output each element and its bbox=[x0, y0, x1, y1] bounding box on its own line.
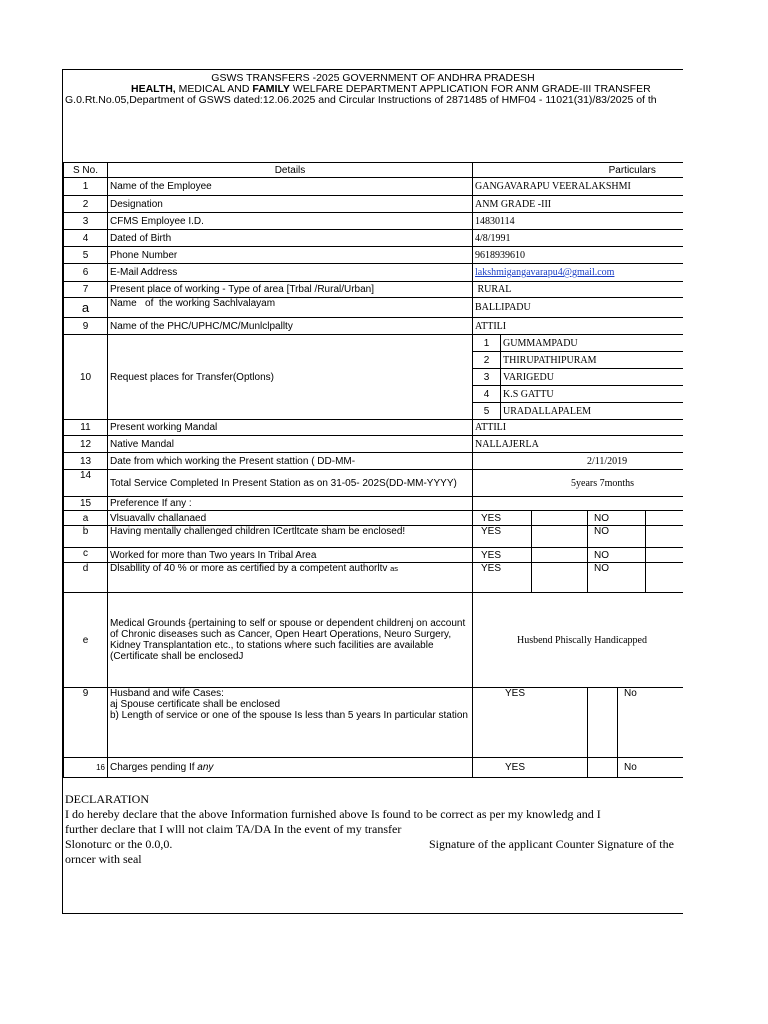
yes-box[interactable] bbox=[532, 511, 588, 526]
yes-box[interactable] bbox=[532, 563, 588, 593]
row-label: Name of the working Sachlvalayam bbox=[108, 298, 473, 318]
option-number: 1 bbox=[473, 335, 501, 352]
row-sno: d bbox=[64, 563, 108, 593]
no-option[interactable]: NO bbox=[588, 511, 646, 526]
yes-option[interactable]: YES bbox=[473, 563, 532, 593]
row-label: Preference If any : bbox=[108, 497, 473, 511]
row-sno: 9 bbox=[64, 688, 108, 758]
no-option[interactable]: No bbox=[618, 688, 684, 758]
row-label: Name of the Employee bbox=[108, 178, 473, 196]
row-label: Native Mandal bbox=[108, 436, 473, 453]
service-completed-value: 5years 7months bbox=[473, 470, 684, 497]
preference-row bbox=[64, 526, 684, 548]
no-box[interactable] bbox=[646, 511, 684, 526]
option-number: 4 bbox=[473, 386, 501, 403]
row-sno: a bbox=[64, 298, 108, 318]
table-row bbox=[64, 420, 684, 436]
table-row bbox=[64, 298, 684, 318]
table-row bbox=[64, 470, 684, 497]
row-label: Total Service Completed In Present Station as on 31-05- 202S(DD-MM-YYYY) bbox=[108, 470, 473, 497]
option-place: THIRUPATHIPURAM bbox=[501, 352, 684, 369]
col-details-header: Details bbox=[108, 163, 473, 178]
row-sno: e bbox=[64, 593, 108, 688]
row-label: Having mentally challenged children ICertltcate sham be enclosed! bbox=[108, 526, 473, 548]
charges-row bbox=[64, 758, 684, 778]
title-rest: WELFARE DEPARTMENT APPLICATION FOR ANM GRADE-III TRANSFER bbox=[289, 83, 651, 95]
no-option[interactable]: NO bbox=[588, 548, 646, 563]
ddo-signature-label: Slonoturc or the 0.0,0. bbox=[65, 837, 173, 851]
yes-option[interactable]: YES bbox=[473, 758, 588, 778]
cfms-id-value: 14830114 bbox=[473, 213, 684, 230]
spouse-line3: b) Length of service or one of the spouse Is less than 5 years In particular station bbox=[110, 710, 468, 721]
table-row bbox=[64, 247, 684, 264]
request-option-row bbox=[64, 335, 684, 352]
row-label: Worked for more than Two years In Tribal Area bbox=[108, 548, 473, 563]
title-medical: MEDICAL AND bbox=[175, 83, 253, 95]
charges-text-italic: any bbox=[197, 762, 214, 773]
option-number: 2 bbox=[473, 352, 501, 369]
spouse-case-row bbox=[64, 688, 684, 758]
row-sno: 12 bbox=[64, 436, 108, 453]
row-sno: 5 bbox=[64, 247, 108, 264]
sachivalayam-value: BALLIPADU bbox=[473, 298, 684, 318]
no-option[interactable]: No bbox=[618, 758, 684, 778]
option-number: 3 bbox=[473, 369, 501, 386]
preference-row bbox=[64, 511, 684, 526]
yes-option[interactable]: YES bbox=[473, 688, 588, 758]
row-label: Present working Mandal bbox=[108, 420, 473, 436]
spouse-case-label bbox=[108, 688, 473, 758]
form-reference-line: G.0.Rt.No.05,Department of GSWS dated:12.06.2025 and Circular Instructions of 2871485 of HMF04 - 11021(31)/83/2025 of th bbox=[65, 94, 657, 106]
empty-cell bbox=[473, 497, 684, 511]
row-sno: 7 bbox=[64, 282, 108, 298]
yes-box[interactable] bbox=[588, 688, 618, 758]
phone-value: 9618939610 bbox=[473, 247, 684, 264]
medical-grounds-row bbox=[64, 593, 684, 688]
title-health: HEALTH, bbox=[131, 83, 176, 95]
declaration-title: DECLARATION bbox=[65, 792, 149, 806]
preference-row bbox=[64, 548, 684, 563]
designation-value: ANM GRADE -III bbox=[473, 196, 684, 213]
table-row bbox=[64, 264, 684, 282]
option-place: URADALLAPALEM bbox=[501, 403, 684, 420]
row-sno: 15 bbox=[64, 497, 108, 511]
option-place: GUMMAMPADU bbox=[501, 335, 684, 352]
form-title-line1: GSWS TRANSFERS -2025 GOVERNMENT OF ANDHRA PRADESH bbox=[211, 72, 535, 84]
title-family: FAMILY bbox=[252, 83, 290, 95]
option-number: 5 bbox=[473, 403, 501, 420]
present-mandal-value: ATTILI bbox=[473, 420, 684, 436]
row-sno: 9 bbox=[64, 318, 108, 335]
yes-box[interactable] bbox=[532, 548, 588, 563]
native-mandal-value: NALLAJERLA bbox=[473, 436, 684, 453]
option-place: K.S GATTU bbox=[501, 386, 684, 403]
row-label: Name of the PHC/UPHC/MC/Munlclpallty bbox=[108, 318, 473, 335]
area-type-value: RURAL bbox=[473, 282, 684, 298]
row-sno: 14 bbox=[64, 470, 108, 497]
table-row bbox=[64, 230, 684, 247]
medical-grounds-value: Husbend Phiscally Handicapped bbox=[473, 593, 684, 688]
preference-row bbox=[64, 563, 684, 593]
table-row bbox=[64, 196, 684, 213]
charges-label bbox=[108, 758, 473, 778]
table-row bbox=[64, 213, 684, 230]
row-label: Present place of working - Type of area [Trbal /Rural/Urban] bbox=[108, 282, 473, 298]
row-sno: 3 bbox=[64, 213, 108, 230]
row-label: Vlsuavallv challanaed bbox=[108, 511, 473, 526]
table-row bbox=[64, 318, 684, 335]
no-box[interactable] bbox=[646, 548, 684, 563]
yes-option[interactable]: YES bbox=[473, 548, 532, 563]
officer-seal-label: orncer with seal bbox=[65, 852, 142, 866]
row-label: Designation bbox=[108, 196, 473, 213]
applicant-signature-label: Signature of the applicant Counter Signature of the bbox=[429, 837, 674, 851]
joining-date-value: 2/11/2019 bbox=[473, 453, 684, 470]
row-sno: 11 bbox=[64, 420, 108, 436]
table-row bbox=[64, 453, 684, 470]
row-label: CFMS Employee I.D. bbox=[108, 213, 473, 230]
row-sno: 10 bbox=[64, 335, 108, 420]
signature-line bbox=[65, 837, 683, 852]
row-sno: 13 bbox=[64, 453, 108, 470]
table-row bbox=[64, 497, 684, 511]
declaration-line1: I do hereby declare that the above Information furnished above Is found to be correct as per my knowledg and I bbox=[65, 807, 601, 821]
yes-option[interactable]: YES bbox=[473, 511, 532, 526]
details-table bbox=[63, 162, 683, 778]
row-sno: 16 bbox=[64, 758, 108, 778]
yes-box[interactable] bbox=[532, 526, 588, 548]
no-box[interactable] bbox=[646, 526, 684, 548]
employee-name-value: GANGAVARAPU VEERALAKSHMI bbox=[473, 178, 684, 196]
phc-value: ATTILI bbox=[473, 318, 684, 335]
spouse-line1: Husband and wife Cases: bbox=[110, 688, 224, 699]
table-row bbox=[64, 436, 684, 453]
row-label: E-Mail Address bbox=[108, 264, 473, 282]
col-sno-header: S No. bbox=[64, 163, 108, 178]
yes-option[interactable]: YES bbox=[473, 526, 532, 548]
application-form bbox=[62, 69, 683, 914]
dob-value: 4/8/1991 bbox=[473, 230, 684, 247]
row-sno: 2 bbox=[64, 196, 108, 213]
row-sno: b bbox=[64, 526, 108, 548]
no-option[interactable]: NO bbox=[588, 563, 646, 593]
row-sno: 1 bbox=[64, 178, 108, 196]
row-sno: c bbox=[64, 548, 108, 563]
declaration-line2: further declare that I wlll not claim TA/DA In the event of my transfer bbox=[65, 822, 402, 836]
charges-text: Charges pending If bbox=[110, 762, 198, 773]
table-row bbox=[64, 282, 684, 298]
yes-box[interactable] bbox=[588, 758, 618, 778]
declaration bbox=[65, 792, 683, 867]
col-particulars-header: Particulars bbox=[473, 163, 684, 178]
option-place: VARIGEDU bbox=[501, 369, 684, 386]
email-link[interactable]: lakshmigangavarapu4@gmail.com bbox=[473, 264, 684, 282]
no-box[interactable] bbox=[646, 563, 684, 593]
row-sno: a bbox=[64, 511, 108, 526]
request-places-label: Request places for Transfer(Optlons) bbox=[108, 335, 473, 420]
row-label: Date from which working the Present stattion ( DD-MM- bbox=[108, 453, 473, 470]
row-label: Phone Number bbox=[108, 247, 473, 264]
spouse-line2: aj Spouse certificate shall be enclosed bbox=[110, 699, 281, 710]
table-header-row bbox=[64, 163, 684, 178]
row-label-suffix: as bbox=[390, 564, 399, 573]
no-option[interactable]: NO bbox=[588, 526, 646, 548]
medical-grounds-label: Medical Grounds {pertaining to self or spouse or dependent childrenj on account of Chronic diseases such as Cancer, Open Heart Operations, Neuro Surgery, Kidney Transplantation etc., to stations where such facilities are available (Certificate shall be enclosedJ bbox=[108, 593, 473, 688]
row-label: Dated of Birth bbox=[108, 230, 473, 247]
row-sno: 4 bbox=[64, 230, 108, 247]
row-sno: 6 bbox=[64, 264, 108, 282]
table-row bbox=[64, 178, 684, 196]
row-label: Dlsabllity of 40 % or more as certified by a competent authorltv bbox=[110, 563, 388, 574]
